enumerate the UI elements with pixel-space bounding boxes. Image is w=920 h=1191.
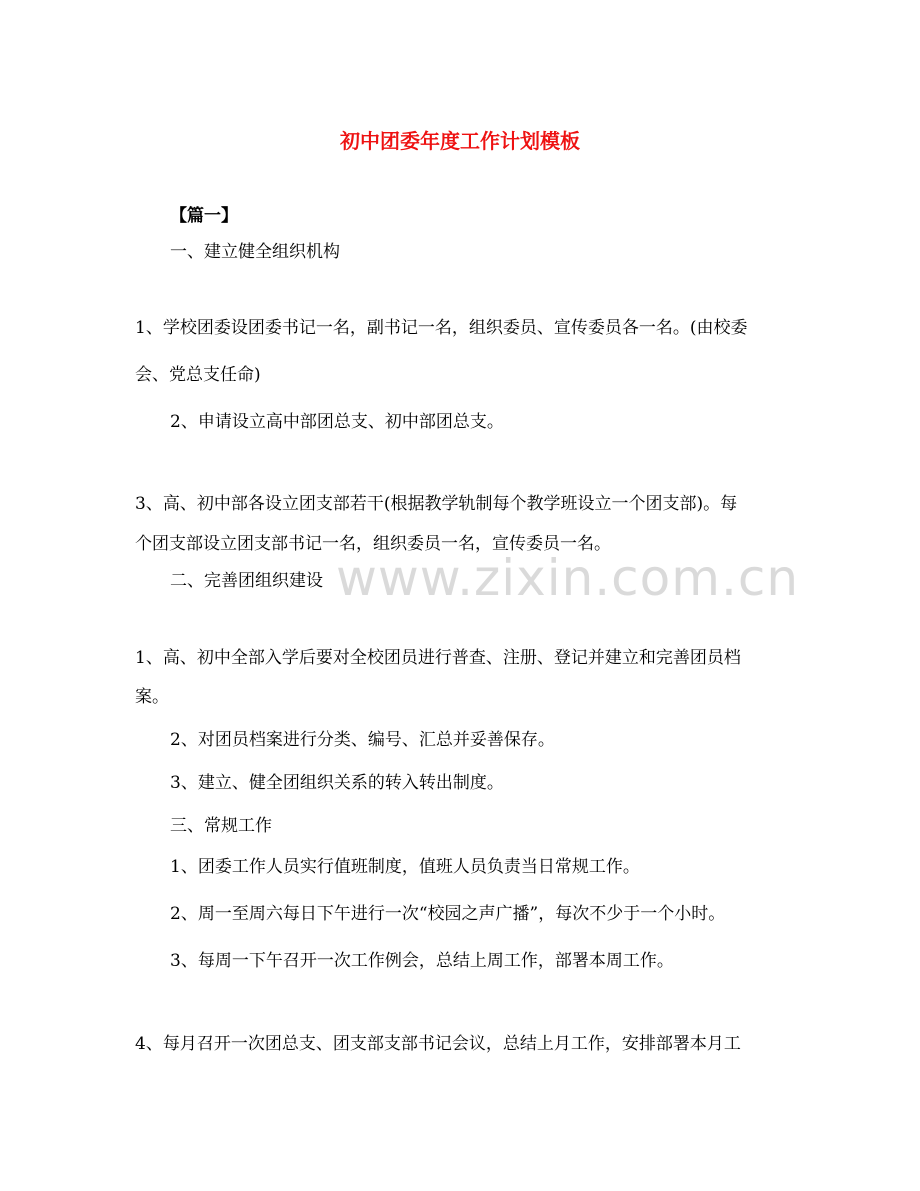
paragraph-line: 3、每周一下午召开一次工作例会，总结上周工作，部署本周工作。 [170,951,674,971]
heading-2: 二、完善团组织建设 [170,571,323,591]
section-label: 【篇一】 [170,206,238,226]
paragraph-line: 个团支部设立团支部书记一名，组织委员一名，宣传委员一名。 [135,534,611,554]
watermark: www.zixin.com.cn [336,549,800,607]
paragraph-line: 3、建立、健全团组织关系的转入转出制度。 [170,773,504,793]
paragraph-line: 2、申请设立高中部团总支、初中部团总支。 [170,412,504,432]
heading-3: 三、常规工作 [170,816,272,836]
paragraph-line: 2、周一至周六每日下午进行一次“校园之声广播”，每次不少于一个小时。 [170,904,726,924]
paragraph-line: 4、每月召开一次团总支、团支部支部书记会议，总结上月工作，安排部署本月工 [135,1034,741,1054]
paragraph-line: 2、对团员档案进行分类、编号、汇总并妥善保存。 [170,730,555,750]
paragraph-line: 会、党总支任命) [135,365,261,385]
paragraph-line: 3、高、初中部各设立团支部若干(根据教学轨制每个教学班设立一个团支部)。每 [135,494,738,514]
document-title: 初中团委年度工作计划模板 [340,129,580,153]
paragraph-line: 1、团委工作人员实行值班制度，值班人员负责当日常规工作。 [170,857,640,877]
heading-1: 一、建立健全组织机构 [170,242,340,262]
paragraph-line: 案。 [135,687,169,707]
paragraph-line: 1、高、初中全部入学后要对全校团员进行普查、注册、登记并建立和完善团员档 [135,648,741,668]
paragraph-line: 1、学校团委设团委书记一名，副书记一名，组织委员、宣传委员各一名。(由校委 [135,318,748,338]
